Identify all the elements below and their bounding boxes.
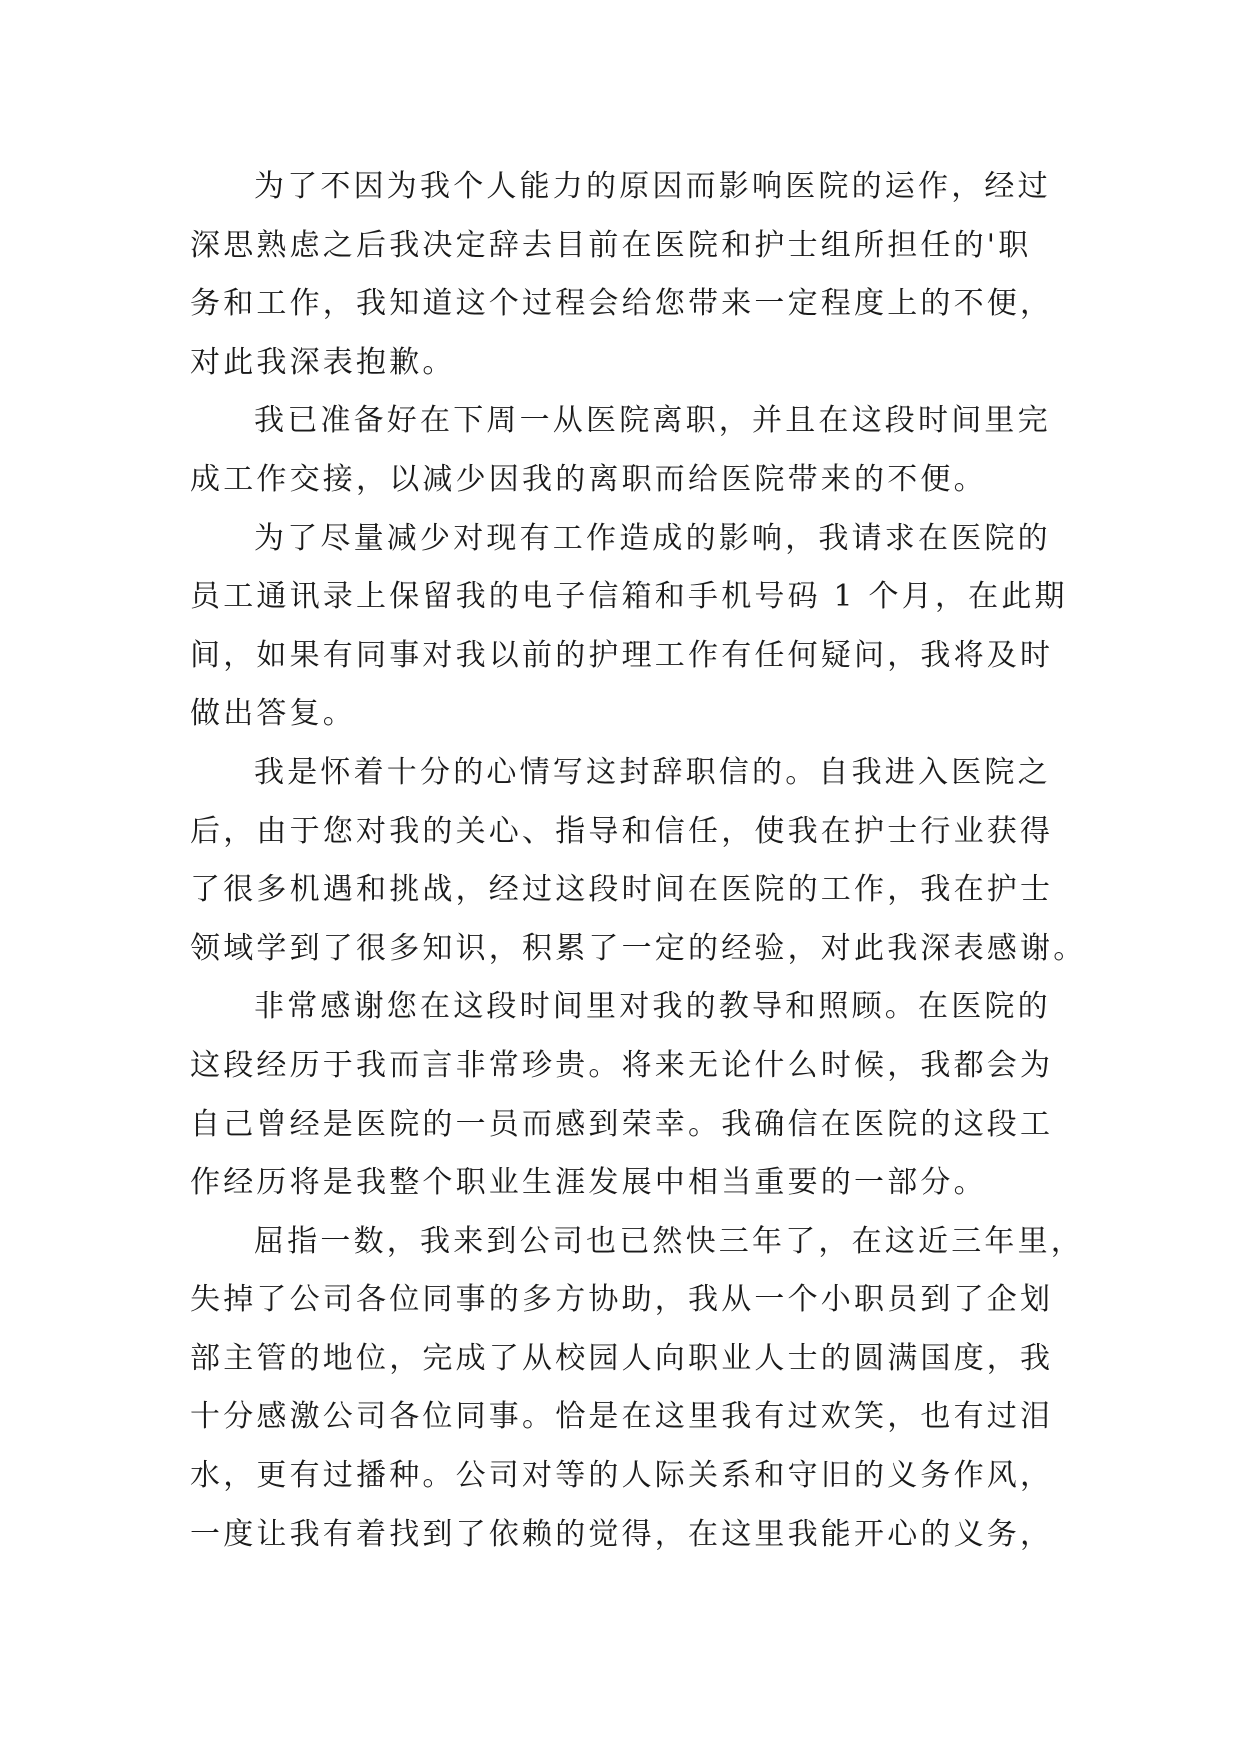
text-line: 员工通讯录上保留我的电子信箱和手机号码 1 个月，在此期 [190,579,1068,615]
text-line: 非常感谢您在这段时间里对我的教导和照顾。在医院的 [254,989,1051,1025]
text-line: 作经历将是我整个职业生涯发展中相当重要的一部分。 [190,1165,987,1201]
paragraph [190,510,1068,744]
paragraph [190,158,1060,392]
text-line: 为了尽量减少对现有工作造成的影响，我请求在医院的 [254,520,1051,556]
text-line: 了很多机遇和挑战，经过这段时间在医院的工作，我在护士 [190,872,1054,908]
text-line: 间，如果有同事对我以前的护理工作有任何疑问，我将及时 [190,637,1054,673]
text-line: 我已准备好在下周一从医院离职，并且在这段时间里完 [254,403,1051,439]
paragraph [190,1213,1084,1565]
text-line: 后，由于您对我的关心、指导和信任，使我在护士行业获得 [190,813,1054,849]
text-line: 为了不因为我个人能力的原因而影响医院的运作，经过 [254,169,1051,204]
text-line: 深思熟虑之后我决定辞去目前在医院和护士组所担任的'职 [190,227,1032,263]
text-line: 部主管的地位，完成了从校园人向职业人士的圆满国度，我 [190,1340,1054,1376]
text-line: 水，更有过播种。公司对等的人际关系和守旧的义务作风， [190,1458,1054,1494]
paragraph [190,978,1060,1212]
text-line: 自己曾经是医院的一员而感到荣幸。我确信在医院的这段工 [190,1106,1054,1142]
paragraph [190,392,1060,509]
text-line: 成工作交接，以减少因我的离职而给医院带来的不便。 [190,461,987,497]
text-line: 这段经历于我而言非常珍贵。将来无论什么时候，我都会为 [190,1047,1054,1083]
text-line: 领域学到了很多知识，积累了一定的经验，对此我深表感谢。 [190,930,1087,966]
text-line: 对此我深表抱歉。 [190,344,456,380]
text-line: 失掉了公司各位同事的多方协助，我从一个小职员到了企划 [190,1282,1054,1318]
paragraph [190,744,1087,978]
text-line: 一度让我有着找到了依赖的觉得，在这里我能开心的义务， [190,1516,1054,1552]
document-body [190,158,1087,1564]
text-line: 做出答复。 [190,696,356,732]
text-line: 我是怀着十分的心情写这封辞职信的。自我进入医院之 [254,754,1051,790]
text-line: 屈指一数，我来到公司也已然快三年了，在这近三年里， [254,1223,1084,1259]
text-line: 十分感激公司各位同事。恰是在这里我有过欢笑，也有过泪 [190,1399,1054,1435]
text-line: 务和工作，我知道这个过程会给您带来一定程度上的不便， [190,286,1054,322]
